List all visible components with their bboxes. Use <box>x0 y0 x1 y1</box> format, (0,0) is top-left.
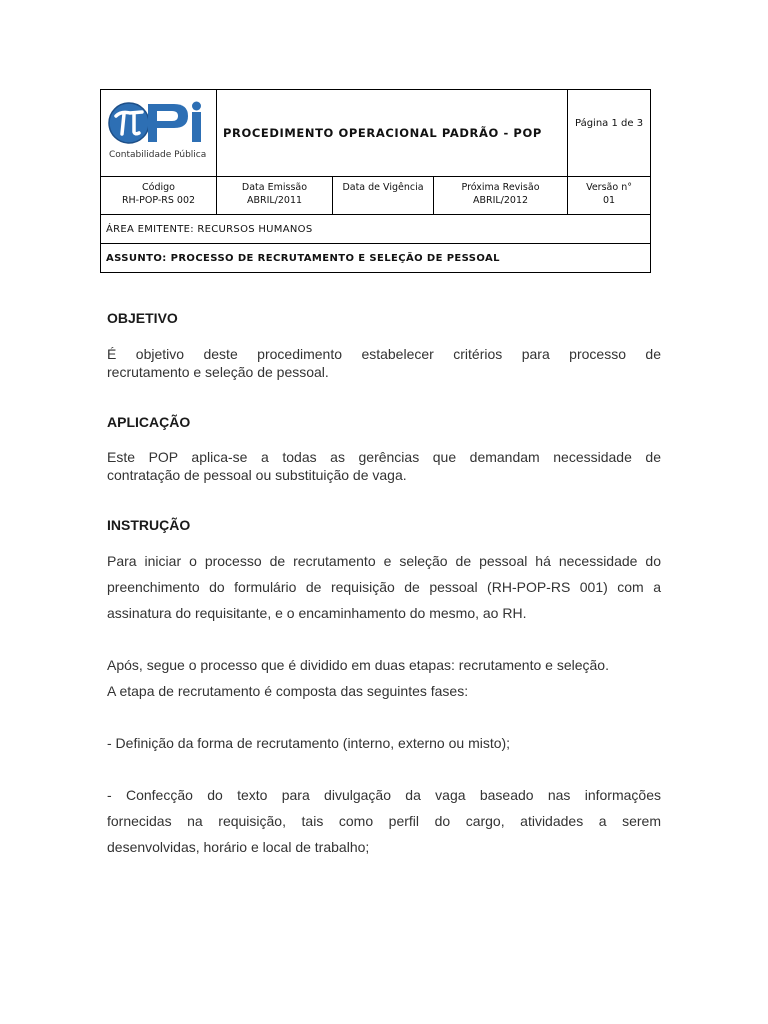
instrucao-paragraph-1 <box>107 548 661 626</box>
versao-cell <box>568 177 651 215</box>
item-1-line-1: - Definição da forma de recrutamento (interno, externo ou misto); <box>107 735 511 751</box>
section-title-objetivo: OBJETIVO <box>107 310 178 326</box>
logo-text: Contabilidade Pública <box>108 150 206 160</box>
aplicacao-line-2: contratação de pessoal ou substituição de vaga. <box>107 467 407 483</box>
versao-value: 01 <box>602 194 616 206</box>
document-title: PROCEDIMENTO OPERACIONAL PADRÃO - POP <box>217 90 568 177</box>
emissao-cell <box>217 177 333 215</box>
codigo-value: RH-POP-RS 002 <box>121 194 196 206</box>
instrucao-p1-line-2: preenchimento do formulário de requisição de pessoal (RH-POP-RS 001) com a <box>107 579 661 595</box>
instrucao-p1-line-3: assinatura do requisitante, e o encaminhamento do mesmo, ao RH. <box>107 605 527 621</box>
item-2-line-1: - Confecção do texto para divulgação da vaga baseado nas informações <box>107 787 661 803</box>
revisao-value: ABRIL/2012 <box>472 194 529 206</box>
codigo-label: Código <box>142 182 175 193</box>
instrucao-list-item-2 <box>107 782 661 860</box>
codigo-cell <box>101 177 217 215</box>
instrucao-p1-line-1: Para iniciar o processo de recrutamento e seleção de pessoal há necessidade do <box>107 553 661 569</box>
company-logo <box>106 100 212 162</box>
page-counter-text: Página 1 de 3 <box>575 118 644 129</box>
area-emitente: ÁREA EMITENTE: RECURSOS HUMANOS <box>101 215 651 244</box>
aplicacao-paragraph <box>107 448 661 484</box>
vigencia-cell <box>333 177 434 215</box>
objetivo-line-2: recrutamento e seleção de pessoal. <box>107 364 329 380</box>
aplicacao-line-1: Este POP aplica-se a todas as gerências que demandam necessidade de <box>107 449 661 465</box>
objetivo-paragraph <box>107 345 661 381</box>
instrucao-p2-line-1: Após, segue o processo que é dividido em duas etapas: recrutamento e seleção. <box>107 657 609 673</box>
item-2-line-2: fornecidas na requisição, tais como perfil do cargo, atividades a serem <box>107 813 661 829</box>
revisao-label: Próxima Revisão <box>461 182 540 193</box>
section-title-instrucao: INSTRUÇÃO <box>107 517 191 533</box>
assunto: ASSUNTO: PROCESSO DE RECRUTAMENTO E SELEÇÃO DE PESSOAL <box>101 244 651 273</box>
instrucao-paragraph-2 <box>107 652 661 704</box>
versao-label: Versão n° <box>586 182 632 193</box>
revisao-cell <box>434 177 568 215</box>
emissao-label: Data Emissão <box>241 182 308 193</box>
instrucao-list-item-1 <box>107 730 661 756</box>
objetivo-line-1: É objetivo deste procedimento estabelecer critérios para processo de <box>107 346 661 362</box>
header-table <box>100 89 651 273</box>
vigencia-label: Data de Vigência <box>342 182 424 193</box>
item-2-line-3: desenvolvidas, horário e local de trabalho; <box>107 839 370 855</box>
page-counter <box>568 90 651 177</box>
instrucao-p2-line-2: A etapa de recrutamento é composta das seguintes fases: <box>107 683 469 699</box>
emissao-value: ABRIL/2011 <box>246 194 303 206</box>
logo-cell <box>101 90 217 177</box>
section-title-aplicacao: APLICAÇÃO <box>107 414 191 430</box>
